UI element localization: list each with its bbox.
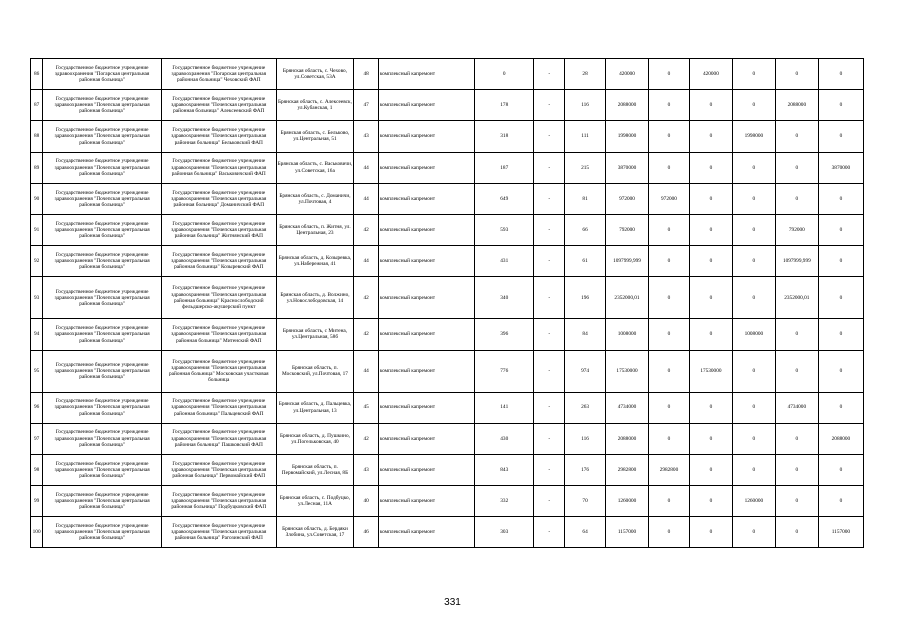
cost-norm: 64	[565, 517, 606, 548]
wear-percent: 44	[354, 246, 379, 277]
cost-year-1: 2982800	[649, 454, 690, 485]
area-value: 843	[475, 454, 534, 485]
cost-year-1: 0	[649, 392, 690, 423]
cost-year-3: 0	[732, 246, 775, 277]
facility-name: Государственное бюджетное учреждение здравоохранения "Почепская центральная районная больница" Житнянский ФАП	[161, 214, 276, 245]
table-row	[31, 423, 864, 454]
cost-norm: 116	[565, 90, 606, 121]
cost-norm: 215	[565, 152, 606, 183]
organization-name: Государственное бюджетное учреждение здравоохранения "Почепская центральная районная больница"	[43, 392, 162, 423]
cost-year-4: 1097999,999	[775, 246, 818, 277]
row-number: 100	[31, 517, 43, 548]
facility-name: Государственное бюджетное учреждение здравоохранения "Почепская центральная районная больница" Митенский ФАП	[161, 319, 276, 350]
table-row	[31, 59, 864, 90]
facility-address: Брянская область, с Митена, ул.Центральная, 58б	[276, 319, 354, 350]
organization-name: Государственное бюджетное учреждение здравоохранения "Почепская центральная районная больница"	[43, 486, 162, 517]
cost-year-3: 1008000	[732, 319, 775, 350]
cost-year-5: 0	[818, 454, 863, 485]
cost-year-5: 0	[818, 350, 863, 392]
table-row	[31, 392, 864, 423]
cost-year-3: 0	[732, 59, 775, 90]
work-type: комплексный капремонт	[378, 214, 474, 245]
cost-year-5: 0	[818, 121, 863, 152]
dash-value: -	[534, 246, 565, 277]
row-number: 96	[31, 392, 43, 423]
total-cost: 1998000	[606, 121, 649, 152]
work-type: комплексный капремонт	[378, 121, 474, 152]
cost-year-2: 0	[689, 517, 732, 548]
organization-name: Государственное бюджетное учреждение здравоохранения "Почепская центральная районная больница"	[43, 90, 162, 121]
cost-year-4: 0	[775, 486, 818, 517]
cost-year-4: 0	[775, 59, 818, 90]
wear-percent: 42	[354, 423, 379, 454]
cost-year-2: 17530000	[689, 350, 732, 392]
cost-year-1: 0	[649, 152, 690, 183]
organization-name: Государственное бюджетное учреждение здравоохранения "Почепская центральная районная больница"	[43, 214, 162, 245]
table-row	[31, 90, 864, 121]
cost-year-5: 0	[818, 319, 863, 350]
cost-year-2: 0	[689, 423, 732, 454]
cost-year-4: 2352000,01	[775, 277, 818, 319]
cost-year-3: 0	[732, 183, 775, 214]
cost-year-4: 792000	[775, 214, 818, 245]
row-number: 86	[31, 59, 43, 90]
facility-name: Государственное бюджетное учреждение здравоохранения "Почепская центральная районная больница" Бельковский ФАП	[161, 121, 276, 152]
table-row	[31, 246, 864, 277]
cost-year-4: 0	[775, 319, 818, 350]
area-value: 318	[475, 121, 534, 152]
cost-year-3: 0	[732, 277, 775, 319]
cost-year-3: 0	[732, 214, 775, 245]
dash-value: -	[534, 454, 565, 485]
facility-name: Государственное бюджетное учреждение здравоохранения "Почепская центральная районная больница" Алексеевский ФАП	[161, 90, 276, 121]
work-type: комплексный капремонт	[378, 350, 474, 392]
facility-address: Брянская область, с. Подбуцко, ул.Лесная, 11А	[276, 486, 354, 517]
wear-percent: 42	[354, 277, 379, 319]
cost-year-1: 0	[649, 517, 690, 548]
facility-address: Брянская область, д. Козыревка, ул.Набережная, 41	[276, 246, 354, 277]
table-row	[31, 214, 864, 245]
total-cost: 1008000	[606, 319, 649, 350]
area-value: 303	[475, 517, 534, 548]
cost-year-5: 0	[818, 277, 863, 319]
dash-value: -	[534, 121, 565, 152]
area-value: 178	[475, 90, 534, 121]
area-value: 340	[475, 277, 534, 319]
facility-address: Брянская область, п. Московский, ул.Почтовая, 17	[276, 350, 354, 392]
total-cost: 4734000	[606, 392, 649, 423]
row-number: 92	[31, 246, 43, 277]
cost-year-5: 1157000	[818, 517, 863, 548]
organization-name: Государственное бюджетное учреждение здравоохранения "Почепская центральная районная больница"	[43, 277, 162, 319]
wear-percent: 45	[354, 392, 379, 423]
area-value: 776	[475, 350, 534, 392]
organization-name: Государственное бюджетное учреждение здравоохранения "Почепская центральная районная больница"	[43, 152, 162, 183]
organization-name: Государственное бюджетное учреждение здравоохранения "Почепская центральная районная больница"	[43, 454, 162, 485]
cost-year-1: 0	[649, 486, 690, 517]
table-row	[31, 152, 864, 183]
dash-value: -	[534, 423, 565, 454]
facility-name: Государственное бюджетное учреждение здравоохранения "Почепская центральная районная больница" Краснослободский фельдшерско-акушерский пункт	[161, 277, 276, 319]
cost-norm: 176	[565, 454, 606, 485]
wear-percent: 40	[354, 486, 379, 517]
total-cost: 420000	[606, 59, 649, 90]
row-number: 88	[31, 121, 43, 152]
organization-name: Государственное бюджетное учреждение здравоохранения "Почепская центральная районная больница"	[43, 183, 162, 214]
facility-address: Брянская область, с. Бельково, ул.Центральная, 51	[276, 121, 354, 152]
row-number: 93	[31, 277, 43, 319]
cost-year-3: 0	[732, 350, 775, 392]
cost-year-1: 0	[649, 319, 690, 350]
wear-percent: 48	[354, 59, 379, 90]
facility-address: Брянская область, с. Алексеевск, ул.Кубанская, 1	[276, 90, 354, 121]
cost-year-3: 0	[732, 152, 775, 183]
work-type: комплексный капремонт	[378, 59, 474, 90]
work-type: комплексный капремонт	[378, 152, 474, 183]
cost-year-2: 0	[689, 183, 732, 214]
area-value: 0	[475, 59, 534, 90]
wear-percent: 42	[354, 214, 379, 245]
organization-name: Государственное бюджетное учреждение здравоохранения "Почепская центральная районная больница"	[43, 517, 162, 548]
facility-address: Брянская область, с. Чехово, ул.Советская, 53А	[276, 59, 354, 90]
cost-norm: 116	[565, 423, 606, 454]
facility-address: Брянская область, д. Бердяки Злобина, ул.Советская, 17	[276, 517, 354, 548]
cost-year-1: 0	[649, 246, 690, 277]
cost-year-2: 420000	[689, 59, 732, 90]
cost-norm: 70	[565, 486, 606, 517]
cost-year-2: 0	[689, 152, 732, 183]
cost-year-1: 0	[649, 423, 690, 454]
cost-year-4: 0	[775, 517, 818, 548]
dash-value: -	[534, 214, 565, 245]
cost-norm: 974	[565, 350, 606, 392]
total-cost: 17530000	[606, 350, 649, 392]
cost-year-2: 0	[689, 277, 732, 319]
row-number: 97	[31, 423, 43, 454]
table-row	[31, 350, 864, 392]
area-value: 649	[475, 183, 534, 214]
table-row	[31, 183, 864, 214]
organization-name: Государственное бюджетное учреждение здравоохранения "Почепская центральная районная больница"	[43, 350, 162, 392]
organization-name: Государственное бюджетное учреждение здравоохранения "Почепская центральная районная больница"	[43, 121, 162, 152]
total-cost: 972000	[606, 183, 649, 214]
cost-year-3: 1260000	[732, 486, 775, 517]
cost-year-1: 0	[649, 350, 690, 392]
cost-norm: 61	[565, 246, 606, 277]
area-value: 593	[475, 214, 534, 245]
cost-norm: 263	[565, 392, 606, 423]
facility-name: Государственное бюджетное учреждение здравоохранения "Почепская центральная районная больница" Подбуцковский ФАП	[161, 486, 276, 517]
wear-percent: 42	[354, 319, 379, 350]
dash-value: -	[534, 152, 565, 183]
cost-year-3: 0	[732, 517, 775, 548]
cost-year-5: 0	[818, 183, 863, 214]
dash-value: -	[534, 319, 565, 350]
dash-value: -	[534, 183, 565, 214]
cost-year-2: 0	[689, 246, 732, 277]
wear-percent: 44	[354, 350, 379, 392]
facility-address: Брянская область, с. Доманичи, ул.Почтовая, 4	[276, 183, 354, 214]
dash-value: -	[534, 517, 565, 548]
cost-year-5: 0	[818, 59, 863, 90]
wear-percent: 43	[354, 454, 379, 485]
cost-year-4: 0	[775, 350, 818, 392]
cost-year-2: 0	[689, 214, 732, 245]
total-cost: 2352000,01	[606, 277, 649, 319]
table-row	[31, 454, 864, 485]
facility-name: Государственное бюджетное учреждение здравоохранения "Почепская центральная районная больница" Пальцевский ФАП	[161, 392, 276, 423]
work-type: комплексный капремонт	[378, 319, 474, 350]
facility-address: Брянская область, п. Житня, ул. Центральная, 23	[276, 214, 354, 245]
organization-name: Государственное бюджетное учреждение здравоохранения "Почепская центральная районная больница"	[43, 319, 162, 350]
area-value: 396	[475, 319, 534, 350]
cost-year-4: 2088000	[775, 90, 818, 121]
cost-year-2: 0	[689, 319, 732, 350]
work-type: комплексный капремонт	[378, 277, 474, 319]
dash-value: -	[534, 486, 565, 517]
cost-norm: 66	[565, 214, 606, 245]
work-type: комплексный капремонт	[378, 454, 474, 485]
wear-percent: 43	[354, 121, 379, 152]
cost-year-2: 0	[689, 90, 732, 121]
cost-norm: 28	[565, 59, 606, 90]
row-number: 95	[31, 350, 43, 392]
dash-value: -	[534, 59, 565, 90]
facility-name: Государственное бюджетное учреждение здравоохранения "Почепская центральная районная больница" Козыревский ФАП	[161, 246, 276, 277]
cost-year-1: 0	[649, 90, 690, 121]
document-sheet	[30, 58, 864, 548]
table-row	[31, 121, 864, 152]
row-number: 90	[31, 183, 43, 214]
cost-year-4: 4734000	[775, 392, 818, 423]
cost-year-1: 0	[649, 121, 690, 152]
work-type: комплексный капремонт	[378, 423, 474, 454]
organization-name: Государственное бюджетное учреждение здравоохранения "Погарская центральная районная больница"	[43, 59, 162, 90]
total-cost: 1260000	[606, 486, 649, 517]
work-type: комплексный капремонт	[378, 392, 474, 423]
facility-name: Государственное бюджетное учреждение здравоохранения "Погарская центральная районная больница" Чеховский ФАП	[161, 59, 276, 90]
cost-year-4: 0	[775, 152, 818, 183]
row-number: 99	[31, 486, 43, 517]
cost-norm: 111	[565, 121, 606, 152]
total-cost: 1157000	[606, 517, 649, 548]
area-value: 187	[475, 152, 534, 183]
dash-value: -	[534, 392, 565, 423]
cost-year-4: 0	[775, 183, 818, 214]
wear-percent: 44	[354, 152, 379, 183]
facility-name: Государственное бюджетное учреждение здравоохранения "Почепская центральная районная больница" Васьковичский ФАП	[161, 152, 276, 183]
work-type: комплексный капремонт	[378, 246, 474, 277]
cost-year-1: 0	[649, 214, 690, 245]
cost-norm: 84	[565, 319, 606, 350]
cost-year-3: 0	[732, 423, 775, 454]
dash-value: -	[534, 350, 565, 392]
cost-norm: 81	[565, 183, 606, 214]
total-cost: 2982800	[606, 454, 649, 485]
wear-percent: 47	[354, 90, 379, 121]
cost-year-4: 0	[775, 121, 818, 152]
work-type: комплексный капремонт	[378, 517, 474, 548]
cost-year-1: 0	[649, 59, 690, 90]
facility-address: Брянская область, д. Пушкино, ул.Погельковская, 40	[276, 423, 354, 454]
table-row	[31, 319, 864, 350]
facility-address: Брянская область, п. Первомайский, ул.Лесная, 8Б	[276, 454, 354, 485]
facility-name: Государственное бюджетное учреждение здравоохранения "Почепская центральная районная больница" Доманичский ФАП	[161, 183, 276, 214]
row-number: 89	[31, 152, 43, 183]
page-number: 331	[444, 597, 461, 608]
total-cost: 2088000	[606, 423, 649, 454]
facility-address: Брянская область, д. Волжино, ул.Новослободовская, 14	[276, 277, 354, 319]
organization-name: Государственное бюджетное учреждение здравоохранения "Почепская центральная районная больница"	[43, 246, 162, 277]
total-cost: 2088000	[606, 90, 649, 121]
facility-name: Государственное бюджетное учреждение здравоохранения "Почепская центральная районная больница" Московская участковая больница	[161, 350, 276, 392]
row-number: 91	[31, 214, 43, 245]
cost-year-5: 0	[818, 392, 863, 423]
cost-norm: 196	[565, 277, 606, 319]
cost-year-1: 972000	[649, 183, 690, 214]
cost-year-5: 0	[818, 90, 863, 121]
total-cost: 1097999,999	[606, 246, 649, 277]
cost-year-5: 0	[818, 246, 863, 277]
cost-year-5: 0	[818, 486, 863, 517]
organization-name: Государственное бюджетное учреждение здравоохранения "Почепская центральная районная больница"	[43, 423, 162, 454]
cost-year-2: 0	[689, 392, 732, 423]
cost-year-3: 0	[732, 90, 775, 121]
work-type: комплексный капремонт	[378, 486, 474, 517]
total-cost: 3870000	[606, 152, 649, 183]
area-value: 431	[475, 246, 534, 277]
work-type: комплексный капремонт	[378, 90, 474, 121]
table-row	[31, 486, 864, 517]
cost-year-3: 1998000	[732, 121, 775, 152]
facility-address: Брянская область, д. Пальцевка, ул.Центральная, 13	[276, 392, 354, 423]
cost-year-5: 3870000	[818, 152, 863, 183]
wear-percent: 44	[354, 183, 379, 214]
area-value: 430	[475, 423, 534, 454]
facility-name: Государственное бюджетное учреждение здравоохранения "Почепская центральная районная больница" Рагозинский ФАП	[161, 517, 276, 548]
facility-address: Брянская область, с. Васьковичи, ул.Советская, 16а	[276, 152, 354, 183]
cost-year-5: 2088000	[818, 423, 863, 454]
cost-year-2: 0	[689, 454, 732, 485]
area-value: 332	[475, 486, 534, 517]
table-row	[31, 517, 864, 548]
cost-year-2: 0	[689, 486, 732, 517]
dash-value: -	[534, 277, 565, 319]
cost-year-1: 0	[649, 277, 690, 319]
cost-year-3: 0	[732, 454, 775, 485]
row-number: 87	[31, 90, 43, 121]
area-value: 141	[475, 392, 534, 423]
facility-name: Государственное бюджетное учреждение здравоохранения "Почепская центральная районная больница" Первомайский ФАП	[161, 454, 276, 485]
cost-year-2: 0	[689, 121, 732, 152]
total-cost: 792000	[606, 214, 649, 245]
row-number: 98	[31, 454, 43, 485]
wear-percent: 46	[354, 517, 379, 548]
cost-year-5: 0	[818, 214, 863, 245]
capital-repair-table	[30, 58, 864, 548]
cost-year-3: 0	[732, 392, 775, 423]
table-row	[31, 277, 864, 319]
cost-year-4: 0	[775, 423, 818, 454]
dash-value: -	[534, 90, 565, 121]
work-type: комплексный капремонт	[378, 183, 474, 214]
cost-year-4: 0	[775, 454, 818, 485]
table-body	[31, 59, 864, 548]
facility-name: Государственное бюджетное учреждение здравоохранения "Почепская центральная районная больница" Пашковский ФАП	[161, 423, 276, 454]
row-number: 94	[31, 319, 43, 350]
